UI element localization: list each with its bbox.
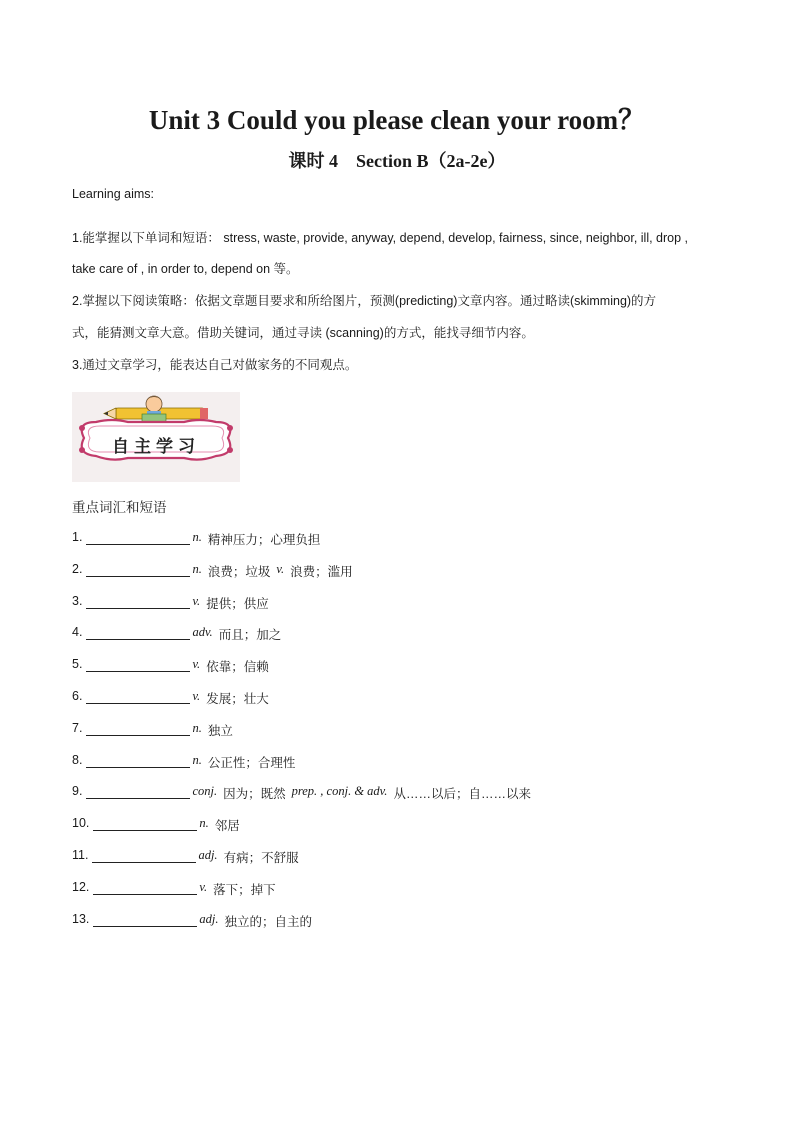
- item-number: 11.: [72, 847, 89, 862]
- item-number: 12.: [72, 879, 90, 894]
- part-of-speech: v.: [199, 879, 208, 894]
- banner-text: 自主学习: [112, 437, 200, 457]
- item-number: 5.: [72, 657, 83, 672]
- aim-1-line-1: 1.能掌握以下单词和短语： stress, waste, provide, anyway, depend, develop, fairness, since, neighbor, ill, drop ,: [72, 231, 689, 245]
- part-of-speech: n.: [199, 816, 209, 831]
- meaning: 独立: [207, 723, 233, 738]
- part-of-speech: v.: [192, 657, 201, 672]
- meaning: 有病；不舒服: [223, 850, 299, 865]
- answer-blank[interactable]: [86, 594, 190, 609]
- item-number: 2.: [72, 561, 83, 576]
- answer-blank[interactable]: [93, 880, 197, 895]
- answer-blank[interactable]: [93, 912, 197, 927]
- item-number: 3.: [72, 593, 83, 608]
- meaning: 公正性；合理性: [207, 755, 296, 770]
- learning-aims-label: Learning aims:: [72, 187, 154, 201]
- answer-blank[interactable]: [92, 848, 196, 863]
- meaning: 依靠；信赖: [206, 660, 269, 675]
- part-of-speech: v.: [192, 688, 201, 703]
- meaning: 独立的；自主的: [224, 914, 313, 929]
- vocab-item: [72, 625, 531, 657]
- page-subtitle: 课时 4 Section B（2a-2e）: [288, 151, 506, 171]
- aim-2-line-1: 2.掌握以下阅读策略：依据文章题目要求和所给图片，预测(predicting)文章内容。通过略读(skimming)的方: [72, 294, 657, 308]
- meaning: 而且；加之: [218, 628, 282, 643]
- item-number: 7.: [72, 720, 83, 735]
- item-number: 1.: [72, 530, 83, 544]
- vocab-item: [72, 562, 531, 594]
- answer-blank[interactable]: [86, 562, 190, 577]
- meaning: 精神压力；心理负担: [207, 533, 321, 547]
- meaning-2: 从……以后；自……以来: [393, 787, 531, 802]
- answer-blank[interactable]: [86, 784, 190, 799]
- answer-blank[interactable]: [86, 530, 190, 545]
- vocab-item: [72, 848, 531, 880]
- answer-blank[interactable]: [86, 753, 190, 768]
- part-of-speech: adj.: [199, 911, 219, 926]
- vocab-item: [72, 530, 531, 562]
- vocab-item: [72, 689, 531, 721]
- item-number: 13.: [72, 911, 90, 926]
- vocab-list: [72, 530, 531, 943]
- vocab-item: [72, 912, 531, 944]
- meaning: 提供；供应: [206, 596, 269, 611]
- item-number: 6.: [72, 688, 83, 703]
- meaning: 因为；既然: [223, 787, 286, 802]
- answer-blank[interactable]: [86, 689, 190, 704]
- answer-blank[interactable]: [86, 657, 190, 672]
- vocab-item: [72, 880, 531, 912]
- aim-1-line-2: take care of , in order to, depend on 等。: [72, 262, 299, 276]
- self-study-banner: [72, 392, 240, 482]
- part-of-speech: conj.: [192, 784, 218, 799]
- answer-blank[interactable]: [86, 721, 190, 736]
- aim-3: 3.通过文章学习，能表达自己对做家务的不同观点。: [72, 358, 358, 372]
- part-of-speech: n.: [192, 530, 202, 544]
- vocab-item: [72, 721, 531, 753]
- vocab-section-title: 重点词汇和短语: [72, 500, 167, 515]
- page-title: Unit 3 Could you please clean your room？: [148, 105, 646, 135]
- meaning: 邻居: [214, 819, 240, 834]
- vocab-item: [72, 657, 531, 689]
- item-number: 9.: [72, 784, 83, 799]
- aim-2-line-2: 式，能猜测文章大意。借助关键词，通过寻读 (scanning)的方式，能找寻细节内容。: [72, 326, 534, 340]
- vocab-item: [72, 816, 531, 848]
- part-of-speech: n.: [192, 720, 202, 735]
- meaning-2: 浪费；滥用: [290, 564, 353, 579]
- part-of-speech-2: v.: [276, 561, 285, 576]
- part-of-speech: adv.: [192, 625, 213, 640]
- meaning: 落下；掉下: [213, 882, 276, 897]
- vocab-item: [72, 753, 531, 785]
- part-of-speech: n.: [192, 561, 202, 576]
- answer-blank[interactable]: [86, 625, 190, 640]
- meaning: 发展；壮大: [206, 691, 269, 706]
- part-of-speech-2: prep. , conj. & adv.: [291, 784, 388, 799]
- item-number: 4.: [72, 625, 83, 640]
- vocab-item: [72, 594, 531, 626]
- item-number: 10.: [72, 816, 90, 831]
- item-number: 8.: [72, 752, 83, 767]
- part-of-speech: n.: [192, 752, 202, 767]
- answer-blank[interactable]: [93, 816, 197, 831]
- meaning: 浪费；垃圾: [207, 564, 271, 579]
- part-of-speech: v.: [192, 593, 201, 608]
- vocab-item: [72, 784, 531, 816]
- part-of-speech: adj.: [198, 847, 218, 862]
